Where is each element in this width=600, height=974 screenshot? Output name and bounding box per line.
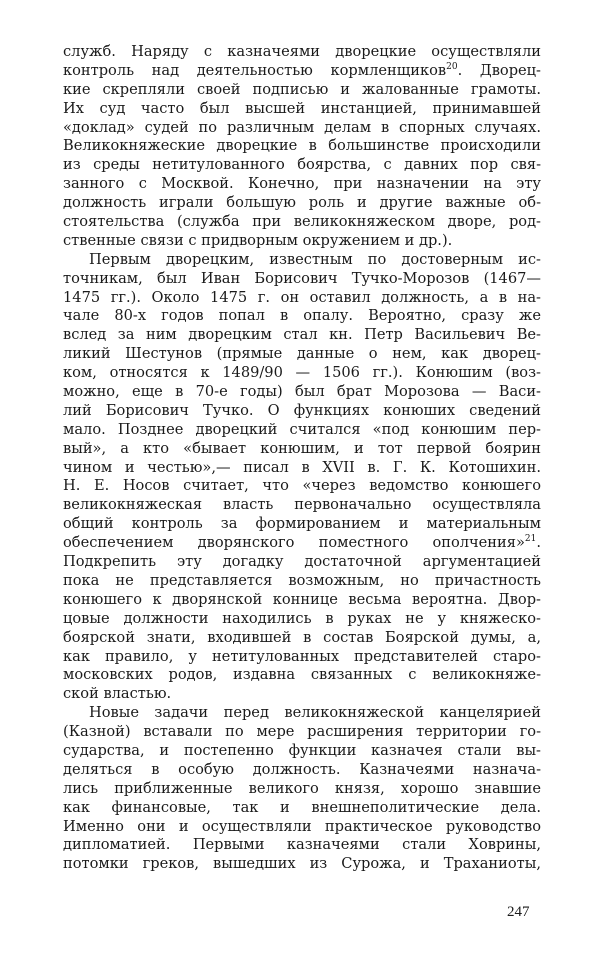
text-line <box>63 251 541 270</box>
text-line <box>63 685 541 704</box>
text-line <box>63 137 541 156</box>
footnote-ref: 21 <box>524 534 537 545</box>
text-line <box>63 345 541 364</box>
text-line <box>63 704 541 723</box>
text-line <box>63 666 541 685</box>
line-text: Именно они и осуществляли практическое руководство <box>63 817 541 835</box>
text-line <box>63 553 541 572</box>
line-text: ской властью. <box>63 685 172 703</box>
text-line <box>63 799 541 818</box>
text-line <box>63 156 541 175</box>
line-text: великокняжеская власть первоначально осуществляла <box>63 496 541 514</box>
text-line <box>63 289 541 308</box>
line-text: боярской знати, входившей в состав Боярской думы, а, <box>63 628 541 646</box>
line-text: должность играли большую роль и другие важные об- <box>63 194 541 212</box>
text-line <box>63 194 541 213</box>
line-text: потомки греков, вышедших из Сурожа, и Траханиоты, <box>63 855 541 873</box>
line-text: ственные связи с придворным окружением и др.). <box>63 231 453 249</box>
text-line <box>63 62 541 81</box>
line-text: Первым дворецким, известным по достоверным ис- <box>89 250 541 268</box>
page-body <box>63 43 541 874</box>
line-text: занного с Москвой. Конечно, при назначении на эту <box>63 175 541 193</box>
line-text: можно, еще в 70-е годы) был брат Морозова — Васи- <box>63 383 541 401</box>
line-text: чином и честью»,— писал в XVII в. Г. К. Котошихин. <box>63 458 541 476</box>
text-line <box>63 100 541 119</box>
text-line <box>63 496 541 515</box>
line-text: Новые задачи перед великокняжеской канцелярией <box>89 704 541 722</box>
text-line <box>63 459 541 478</box>
text-line <box>63 629 541 648</box>
text-line <box>63 855 541 874</box>
line-text: как правило, у нетитулованных представителей старо- <box>63 647 541 665</box>
line-text: деляться в особую должность. Казначеями назнача- <box>63 760 541 778</box>
text-line <box>63 43 541 62</box>
text-line <box>63 610 541 629</box>
text-line <box>63 572 541 591</box>
text-line <box>63 175 541 194</box>
line-text: сударства, и постепенно функции казначея стали вы- <box>63 741 541 759</box>
text-line <box>63 818 541 837</box>
text-line <box>63 232 541 251</box>
line-text: Великокняжеские дворецкие в большинстве происходили <box>63 137 541 155</box>
line-text: пока не представляется возможным, но причастность <box>63 571 541 589</box>
page-number: 247 <box>507 904 530 920</box>
line-text: как финансовые, так и внешнеполитические дела. <box>63 798 541 816</box>
text-line <box>63 534 541 553</box>
line-text: московских родов, издавна связанных с великокняже- <box>63 666 541 684</box>
text-line <box>63 326 541 345</box>
text-line <box>63 440 541 459</box>
text-line <box>63 515 541 534</box>
line-text: 1475 гг.). Около 1475 г. он оставил должность, а в на- <box>63 288 541 306</box>
line-text: ком, относятся к 1489/90 — 1506 гг.). Конюшим (воз- <box>63 364 541 382</box>
line-text: контроль над деятельностью кормленщиков <box>63 61 447 79</box>
text-line <box>63 780 541 799</box>
footnote-ref: 20 <box>446 61 458 72</box>
line-text: из среды нетитулованного боярства, с давних пор свя- <box>63 156 541 174</box>
line-text: лий Борисович Тучко. О функциях конюших сведений <box>63 401 541 419</box>
line-text: обеспечением дворянского поместного ополчения» <box>63 534 525 552</box>
text-line <box>63 213 541 232</box>
line-text: кие скрепляли своей подписью и жалованные грамоты. <box>63 80 541 98</box>
text-line <box>63 307 541 326</box>
line-text: вслед за ним дворецким стал кн. Петр Васильевич Ве- <box>63 326 541 344</box>
text-line <box>63 723 541 742</box>
line-text: мало. Позднее дворецкий считался «под конюшим пер- <box>63 420 541 438</box>
line-text: Подкрепить эту догадку достаточной аргументацией <box>63 553 541 571</box>
paragraph <box>63 704 541 874</box>
text-line <box>63 742 541 761</box>
text-line <box>63 477 541 496</box>
text-line <box>63 648 541 667</box>
paragraph <box>63 43 541 251</box>
line-text: Н. Е. Носов считает, что «через ведомство конюшего <box>63 477 541 495</box>
line-text: Их суд часто был высшей инстанцией, принимавшей <box>63 99 541 117</box>
text-line <box>63 836 541 855</box>
text-line <box>63 119 541 138</box>
line-text: цовые должности находились в руках не у княжеско- <box>63 609 541 627</box>
line-text: точникам, был Иван Борисович Тучко-Морозов (1467— <box>63 269 541 287</box>
text-line <box>63 81 541 100</box>
line-text: конюшего к дворянской коннице весьма вероятна. Двор- <box>63 590 541 608</box>
text-line <box>63 591 541 610</box>
line-text: общий контроль за формированием и материальным <box>63 515 541 533</box>
line-text: вый», а кто «бывает конюшим, и тот первой боярин <box>63 439 541 457</box>
text-line <box>63 761 541 780</box>
line-text: служб. Наряду с казначеями дворецкие осуществляли <box>63 43 541 60</box>
text-line <box>63 402 541 421</box>
line-text: ликий Шестунов (прямые данные о нем, как дворец- <box>63 345 541 363</box>
line-text: лись приближенные великого князя, хорошо знавшие <box>63 779 541 797</box>
line-text: стоятельства (служба при великокняжеском дворе, род- <box>63 213 541 231</box>
text-line <box>63 383 541 402</box>
line-text: (Казной) вставали по мере расширения территории го- <box>63 723 541 741</box>
text-line <box>63 270 541 289</box>
line-text: чале 80-х годов попал в опалу. Вероятно, сразу же <box>63 307 541 325</box>
text-line <box>63 364 541 383</box>
line-text: дипломатией. Первыми казначеями стали Ховрины, <box>63 836 541 854</box>
paragraph <box>63 251 541 704</box>
line-text-after: . <box>536 534 541 552</box>
line-text-after: . Дворец- <box>457 61 541 79</box>
text-line <box>63 421 541 440</box>
line-text: «доклад» судей по различным делам в спорных случаях. <box>63 118 541 136</box>
